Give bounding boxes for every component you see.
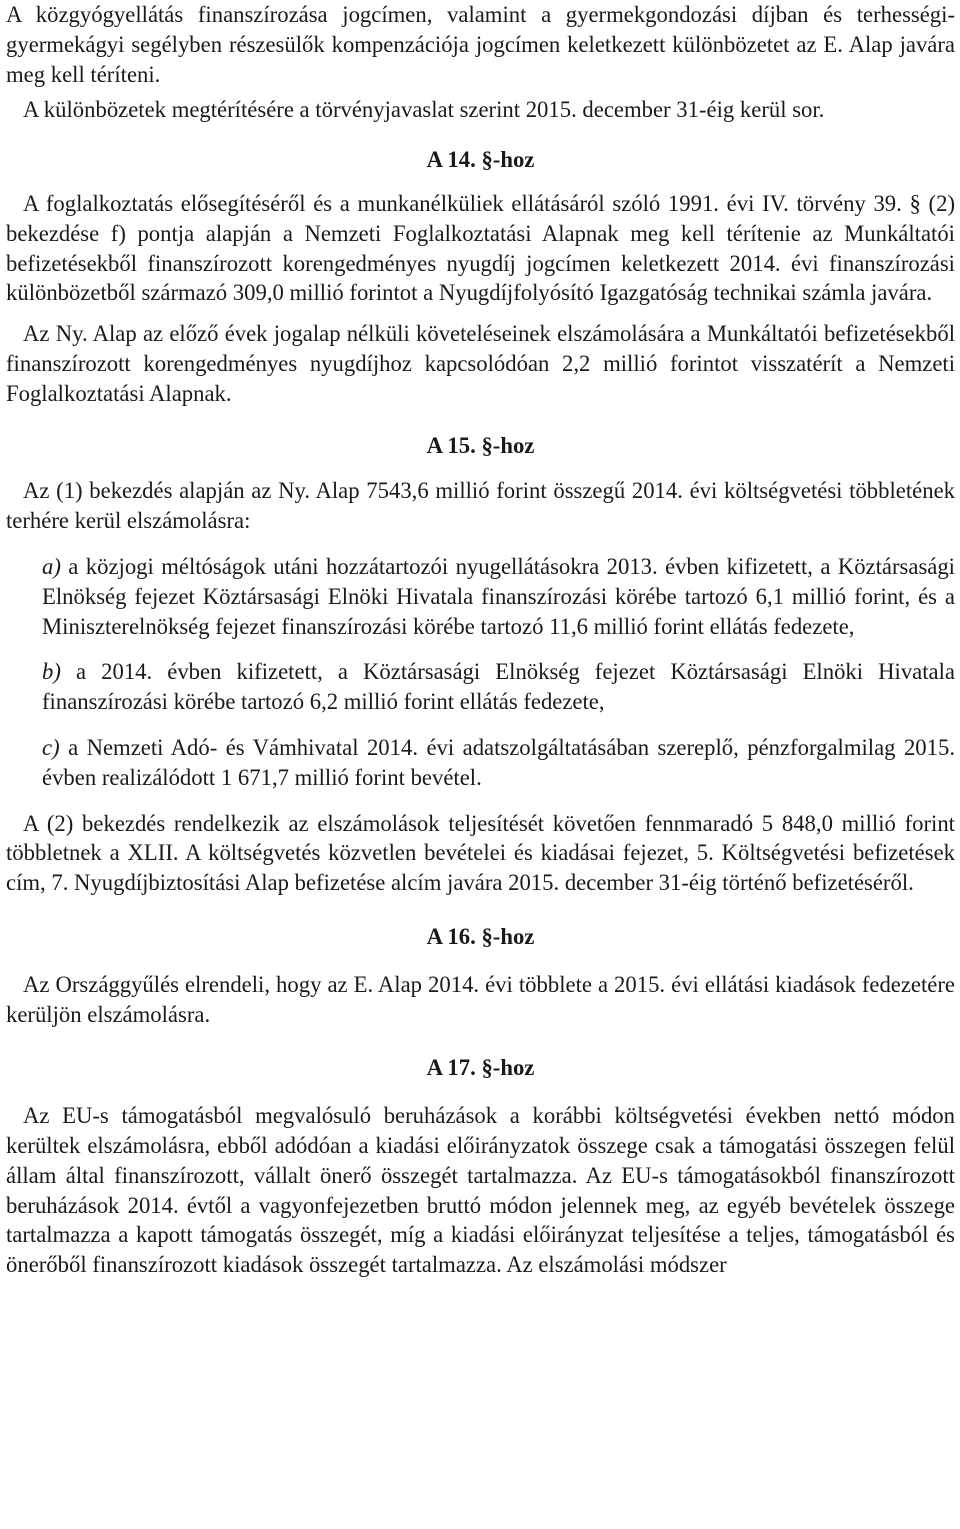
section-heading-14: A 14. §-hoz [426, 147, 535, 173]
list-item-c [6, 733, 955, 793]
list-item-b-label: b) [42, 659, 61, 685]
list-item-c-label: c) [42, 734, 60, 760]
list-item-a [6, 552, 955, 641]
list-item-b-text: a 2014. évben kifizetett, a Köztársasági Elnökség fejezet Köztársasági Elnöki Hivatala finanszírozási körébe tartozó 6,2 millió forint ellátás fedezete, [42, 659, 955, 715]
section-heading-17: A 17. §-hoz [426, 1055, 535, 1081]
paragraph-15-2: A (2) bekezdés rendelkezik az elszámolások teljesítését követően fennmaradó 5 848,0 millió forint többletnek a XLII. A költségvetés közvetlen bevételei és kiadásai fejezet, 5. Költségvetési befizetések cím, 7. Nyugdíjbiztosítási Alap befizetése alcím javára 2015. december 31-éig történő befizetéséről. [6, 810, 955, 896]
paragraph-16: Az Országgyűlés elrendeli, hogy az E. Alap 2014. évi többlete a 2015. évi ellátási kiadások fedezetére kerüljön elszámolásra. [6, 971, 955, 1027]
paragraph-intro: A közgyógyellátás finanszírozása jogcímen, valamint a gyermekgondozási díjban és terhességi-gyermekágyi segélyben részesülők kompenzációja jogcímen keletkezett különbözetet az E. Alap javára meg kell téríteni. [6, 2, 955, 87]
list-item-a-text: a közjogi méltóságok utáni hozzátartozói nyugellátásokra 2013. évben kifizetett, a Köztársasági Elnökség fejezet Köztársasági Elnöki Hivatala finanszírozási körébe tartozó 6,1 millió forint, és a Miniszterelnökség fejezet finanszírozási körébe tartozó 11,6 millió forint ellátás fedezete, [42, 553, 955, 639]
paragraph-17: Az EU-s támogatásból megvalósuló beruházások a korábbi költségvetési években nettó módon kerültek elszámolásra, ebből adódóan a kiadási előirányzatok összege csak a támogatási összegen felül állam által finanszírozott, vállalt önerő összegét tartalmazza. Az EU-s támogatásokból finanszírozott beruházások 2014. évtől a vagyonfejezetben bruttó módon jelennek meg, az egyéb bevételek összege tartalmazza a kapott támogatás összegét, míg a kiadási előirányzat teljesítése a teljes, támogatásból és önerőből finanszírozott kiadások összegét tartalmazza. Az elszámolási módszer [6, 1103, 955, 1278]
section-heading-16: A 16. §-hoz [426, 923, 535, 949]
paragraph-14-2: Az Ny. Alap az előző évek jogalap nélküli követeléseinek elszámolására a Munkáltatói befizetésekből finanszírozott korengedményes nyugdíjhoz kapcsolódóan 2,2 millió forintot visszatérít a Nemzeti Foglalkoztatási Alapnak. [6, 321, 955, 406]
list-item-c-text: a Nemzeti Adó- és Vámhivatal 2014. évi adatszolgáltatásában szereplő, pénzforgalmilag 2015. évben realizálódott 1 671,7 millió forint bevétel. [42, 734, 955, 790]
section-heading-15: A 15. §-hoz [426, 432, 535, 458]
paragraph-15-1: Az (1) bekezdés alapján az Ny. Alap 7543,6 millió forint összegű 2014. évi költségvetési többletének terhére kerül elszámolásra: [6, 478, 955, 534]
paragraph-14-1: A foglalkoztatás elősegítéséről és a munkanélküliek ellátásáról szóló 1991. évi IV. törvény 39. § (2) bekezdése f) pontja alapján a Nemzeti Foglalkoztatási Alapnak meg kell térítenie az Munkáltatói befizetésekből finanszírozott korengedményes nyugdíj jogcímen keletkezett 2014. évi finanszírozási különbözetből származó 309,0 millió forintot a Nyugdíjfolyósító Igazgatóság technikai számla javára. [6, 190, 955, 306]
list-item-a-label: a) [42, 553, 61, 579]
list-item-b [6, 657, 955, 717]
paragraph-intro-2: A különbözetek megtérítésére a törvényjavaslat szerint 2015. december 31-éig kerül sor. [23, 97, 825, 123]
